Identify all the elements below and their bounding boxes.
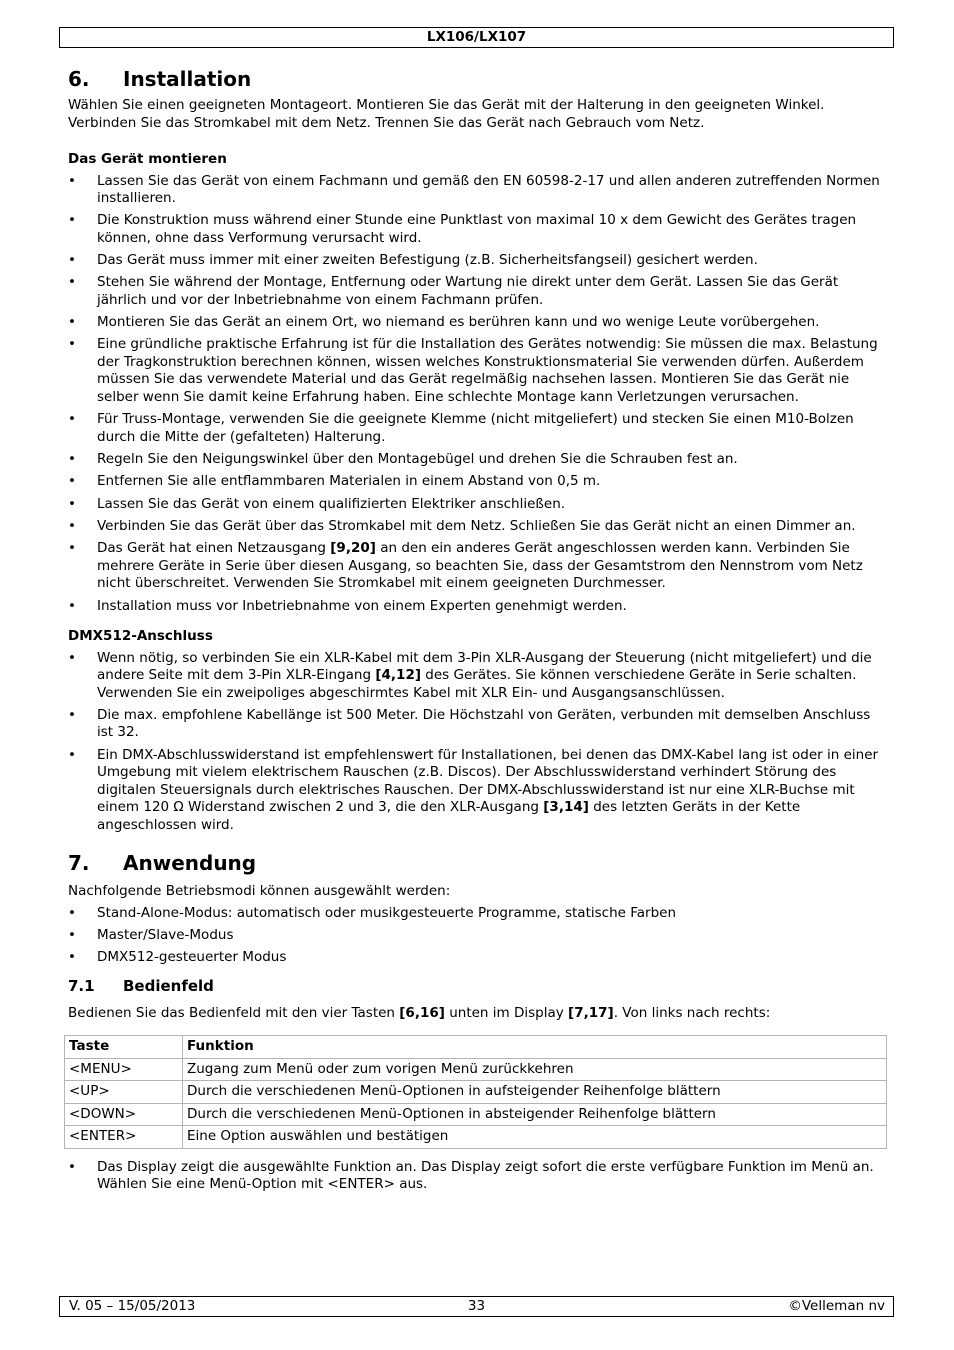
dmx3-text: Ein DMX-Abschlusswiderstand ist empfehlenswert für Installationen, bei denen das DMX-Kabel lang ist oder in einer Umgebung mit vielem elektrischem Rauschen (z.B. Discos). Der Abschlusswiderstand verhindert Störung des digitalen Steuersignals durch elektrisches Rauschen. Der DMX-Abschlusswiderstand ist nur eine XLR-Buchse mit einem 120 Ω Widerstand zwischen 2 und 3, die den XLR-Ausgang xyxy=(97,746,879,816)
list-item: • Lassen Sie das Gerät von einem Fachmann und gemäß den EN 60598-2-17 und allen anderen zutreffenden Normen installieren. xyxy=(68,173,890,208)
subsection-7-1-heading xyxy=(68,976,890,996)
section-7-number: 7. xyxy=(68,851,90,876)
mount-list xyxy=(68,173,890,616)
list-item: • Die max. empfohlene Kabellänge ist 500 Meter. Die Höchstzahl von Geräten, verbunden mit demselben Anschluss ist 32. xyxy=(68,707,890,742)
intro-ref-display: [7,17] xyxy=(568,1004,614,1021)
list-item: • Regeln Sie den Neigungswinkel über den Montagebügel und drehen Sie die Schrauben fest an. xyxy=(68,451,890,469)
mount-heading: Das Gerät montieren xyxy=(68,151,227,167)
section-7-heading xyxy=(68,850,890,876)
table-header-funktion: Funktion xyxy=(183,1036,887,1059)
table-cell-key: <UP> xyxy=(65,1081,183,1104)
page-footer xyxy=(59,1296,894,1317)
intro-ref-keys: [6,16] xyxy=(399,1004,445,1021)
table-cell-function: Durch die verschiedenen Menü-Optionen in absteigender Reihenfolge blättern xyxy=(183,1103,887,1126)
section-7-title: Anwendung xyxy=(123,851,257,876)
list-item: • Montieren Sie das Gerät an einem Ort, wo niemand es berühren kann und wo wenige Leute vorübergehen. xyxy=(68,314,890,332)
page-header xyxy=(59,27,894,48)
netz-text-rest: an den ein anderes Gerät angeschlossen werden kann. Verbinden Sie mehrere Geräte in Serie über diesen Ausgang, so beachten Sie, dass der Gesamtstrom den Nennstrom vom Netz nicht überschreitet. Verwenden Sie Stromkabel mit einem geeigneten Durchmesser. xyxy=(97,540,863,592)
subsection-7-1-title: Bedienfeld xyxy=(123,976,214,995)
key-function-table xyxy=(64,1035,887,1149)
section-7-intro: Nachfolgende Betriebsmodi können ausgewählt werden: xyxy=(68,883,451,900)
list-item: • DMX512-gesteuerter Modus xyxy=(68,949,890,967)
dmx-list xyxy=(68,650,890,835)
table-cell-key: <MENU> xyxy=(65,1058,183,1081)
table-row xyxy=(65,1103,887,1126)
subsection-7-1-number: 7.1 xyxy=(68,976,95,995)
subsection-7-1-intro xyxy=(68,1005,890,1023)
list-item: • Verbinden Sie das Gerät über das Stromkabel mit dem Netz. Schließen Sie das Gerät nicht an einen Dimmer an. xyxy=(68,518,890,536)
list-item: • Master/Slave-Modus xyxy=(68,927,890,945)
list-item xyxy=(68,540,890,593)
footer-version: V. 05 – 15/05/2013 xyxy=(69,1298,196,1314)
table-cell-key: <DOWN> xyxy=(65,1103,183,1126)
section-6-heading xyxy=(68,66,890,92)
table-cell-function: Zugang zum Menü oder zum vorigen Menü zurückkehren xyxy=(183,1058,887,1081)
section-6-title: Installation xyxy=(123,67,252,91)
table-header-row xyxy=(65,1036,887,1059)
modes-list xyxy=(68,905,890,967)
table-row xyxy=(65,1126,887,1149)
list-item: • Das Gerät muss immer mit einer zweiten Befestigung (z.B. Sicherheitsfangseil) gesichert werden. xyxy=(68,252,890,270)
section-6-intro: Wählen Sie einen geeigneten Montageort. Montieren Sie das Gerät mit der Halterung in den geeigneten Winkel. Verbinden Sie das Stromkabel mit dem Netz. Trennen Sie das Gerät nach Gebrauch vom Netz. xyxy=(68,97,825,131)
dmx1-ref: [4,12] xyxy=(375,667,422,684)
intro-text-mid: unten im Display xyxy=(444,1004,569,1021)
section-6-number: 6. xyxy=(68,67,90,91)
list-item: • Entfernen Sie alle entflammbaren Materialen in einem Abstand von 0,5 m. xyxy=(68,473,890,491)
intro-text: Bedienen Sie das Bedienfeld mit den vier Tasten xyxy=(68,1004,400,1021)
list-item: • Lassen Sie das Gerät von einem qualifizierten Elektriker anschließen. xyxy=(68,496,890,514)
list-item: • Das Display zeigt die ausgewählte Funktion an. Das Display zeigt sofort die erste verfügbare Funktion im Menü an. Wählen Sie eine Menü-Option mit <ENTER> aus. xyxy=(68,1159,890,1194)
list-item: • Die Konstruktion muss während einer Stunde eine Punktlast von maximal 10 x dem Gewicht des Gerätes tragen können, ohne dass Verformung verursacht wird. xyxy=(68,212,890,247)
list-item: • Installation muss vor Inbetriebnahme von einem Experten genehmigt werden. xyxy=(68,598,890,616)
list-item: • Für Truss-Montage, verwenden Sie die geeignete Klemme (nicht mitgeliefert) und stecken Sie einen M10-Bolzen durch die Mitte der (gefalteten) Halterung. xyxy=(68,411,890,446)
intro-text-end: . Von links nach rechts: xyxy=(613,1004,771,1021)
page-content xyxy=(68,66,890,1199)
list-item xyxy=(68,650,890,703)
table-cell-function: Durch die verschiedenen Menü-Optionen in aufsteigender Reihenfolge blättern xyxy=(183,1081,887,1104)
footer-page-number: 33 xyxy=(467,1298,486,1314)
dmx3-text-rest: des letzten Geräts in der Kette angeschlossen wird. xyxy=(97,799,801,833)
list-item: • Stehen Sie während der Montage, Entfernung oder Wartung nie direkt unter dem Gerät. Lassen Sie das Gerät jährlich und vor der Inbetriebnahme von einem Fachmann prüfen. xyxy=(68,274,890,309)
dmx1-text: Wenn nötig, so verbinden Sie ein XLR-Kabel mit dem 3-Pin XLR-Ausgang der Steuerung (nicht mitgeliefert) und die andere Seite mit dem 3-Pin XLR-Eingang xyxy=(97,649,872,684)
table-cell-key: <ENTER> xyxy=(65,1126,183,1149)
display-note-list xyxy=(68,1159,890,1194)
list-item: • Eine gründliche praktische Erfahrung ist für die Installation des Gerätes notwendig: Sie müssen die max. Belastung der Tragkonstruktion berechnen können, wissen welches Konstruktionsmaterial Sie verwenden dürfen. Außerdem müssen Sie das verwendete Material und das Gerät regelmäßig nachsehen lassen. Montieren Sie das Gerät nie selber wenn Sie damit keine Erfahrung haben. Eine schlechte Montage kann Verletzungen verursachen. xyxy=(68,336,890,406)
table-row xyxy=(65,1081,887,1104)
dmx-heading: DMX512-Anschluss xyxy=(68,628,213,645)
header-title: LX106/LX107 xyxy=(426,29,527,45)
list-item: • Stand-Alone-Modus: automatisch oder musikgesteuerte Programme, statische Farben xyxy=(68,905,890,923)
list-item xyxy=(68,747,890,835)
table-row xyxy=(65,1058,887,1081)
table-cell-function: Eine Option auswählen und bestätigen xyxy=(183,1126,887,1149)
netz-text: Das Gerät hat einen Netzausgang xyxy=(97,540,331,557)
footer-copyright: ©Velleman nv xyxy=(788,1298,885,1314)
dmx1-text-rest: des Gerätes. Sie können verschiedene Geräte in Serie schalten. Verwenden Sie ein zweipoliges abgeschirmtes Kabel mit XLR Ein- und Ausgangsanschlüssen. xyxy=(97,667,857,701)
netz-ref: [9,20] xyxy=(330,540,376,557)
dmx3-ref: [3,14] xyxy=(543,799,589,816)
table-header-taste: Taste xyxy=(65,1036,183,1059)
